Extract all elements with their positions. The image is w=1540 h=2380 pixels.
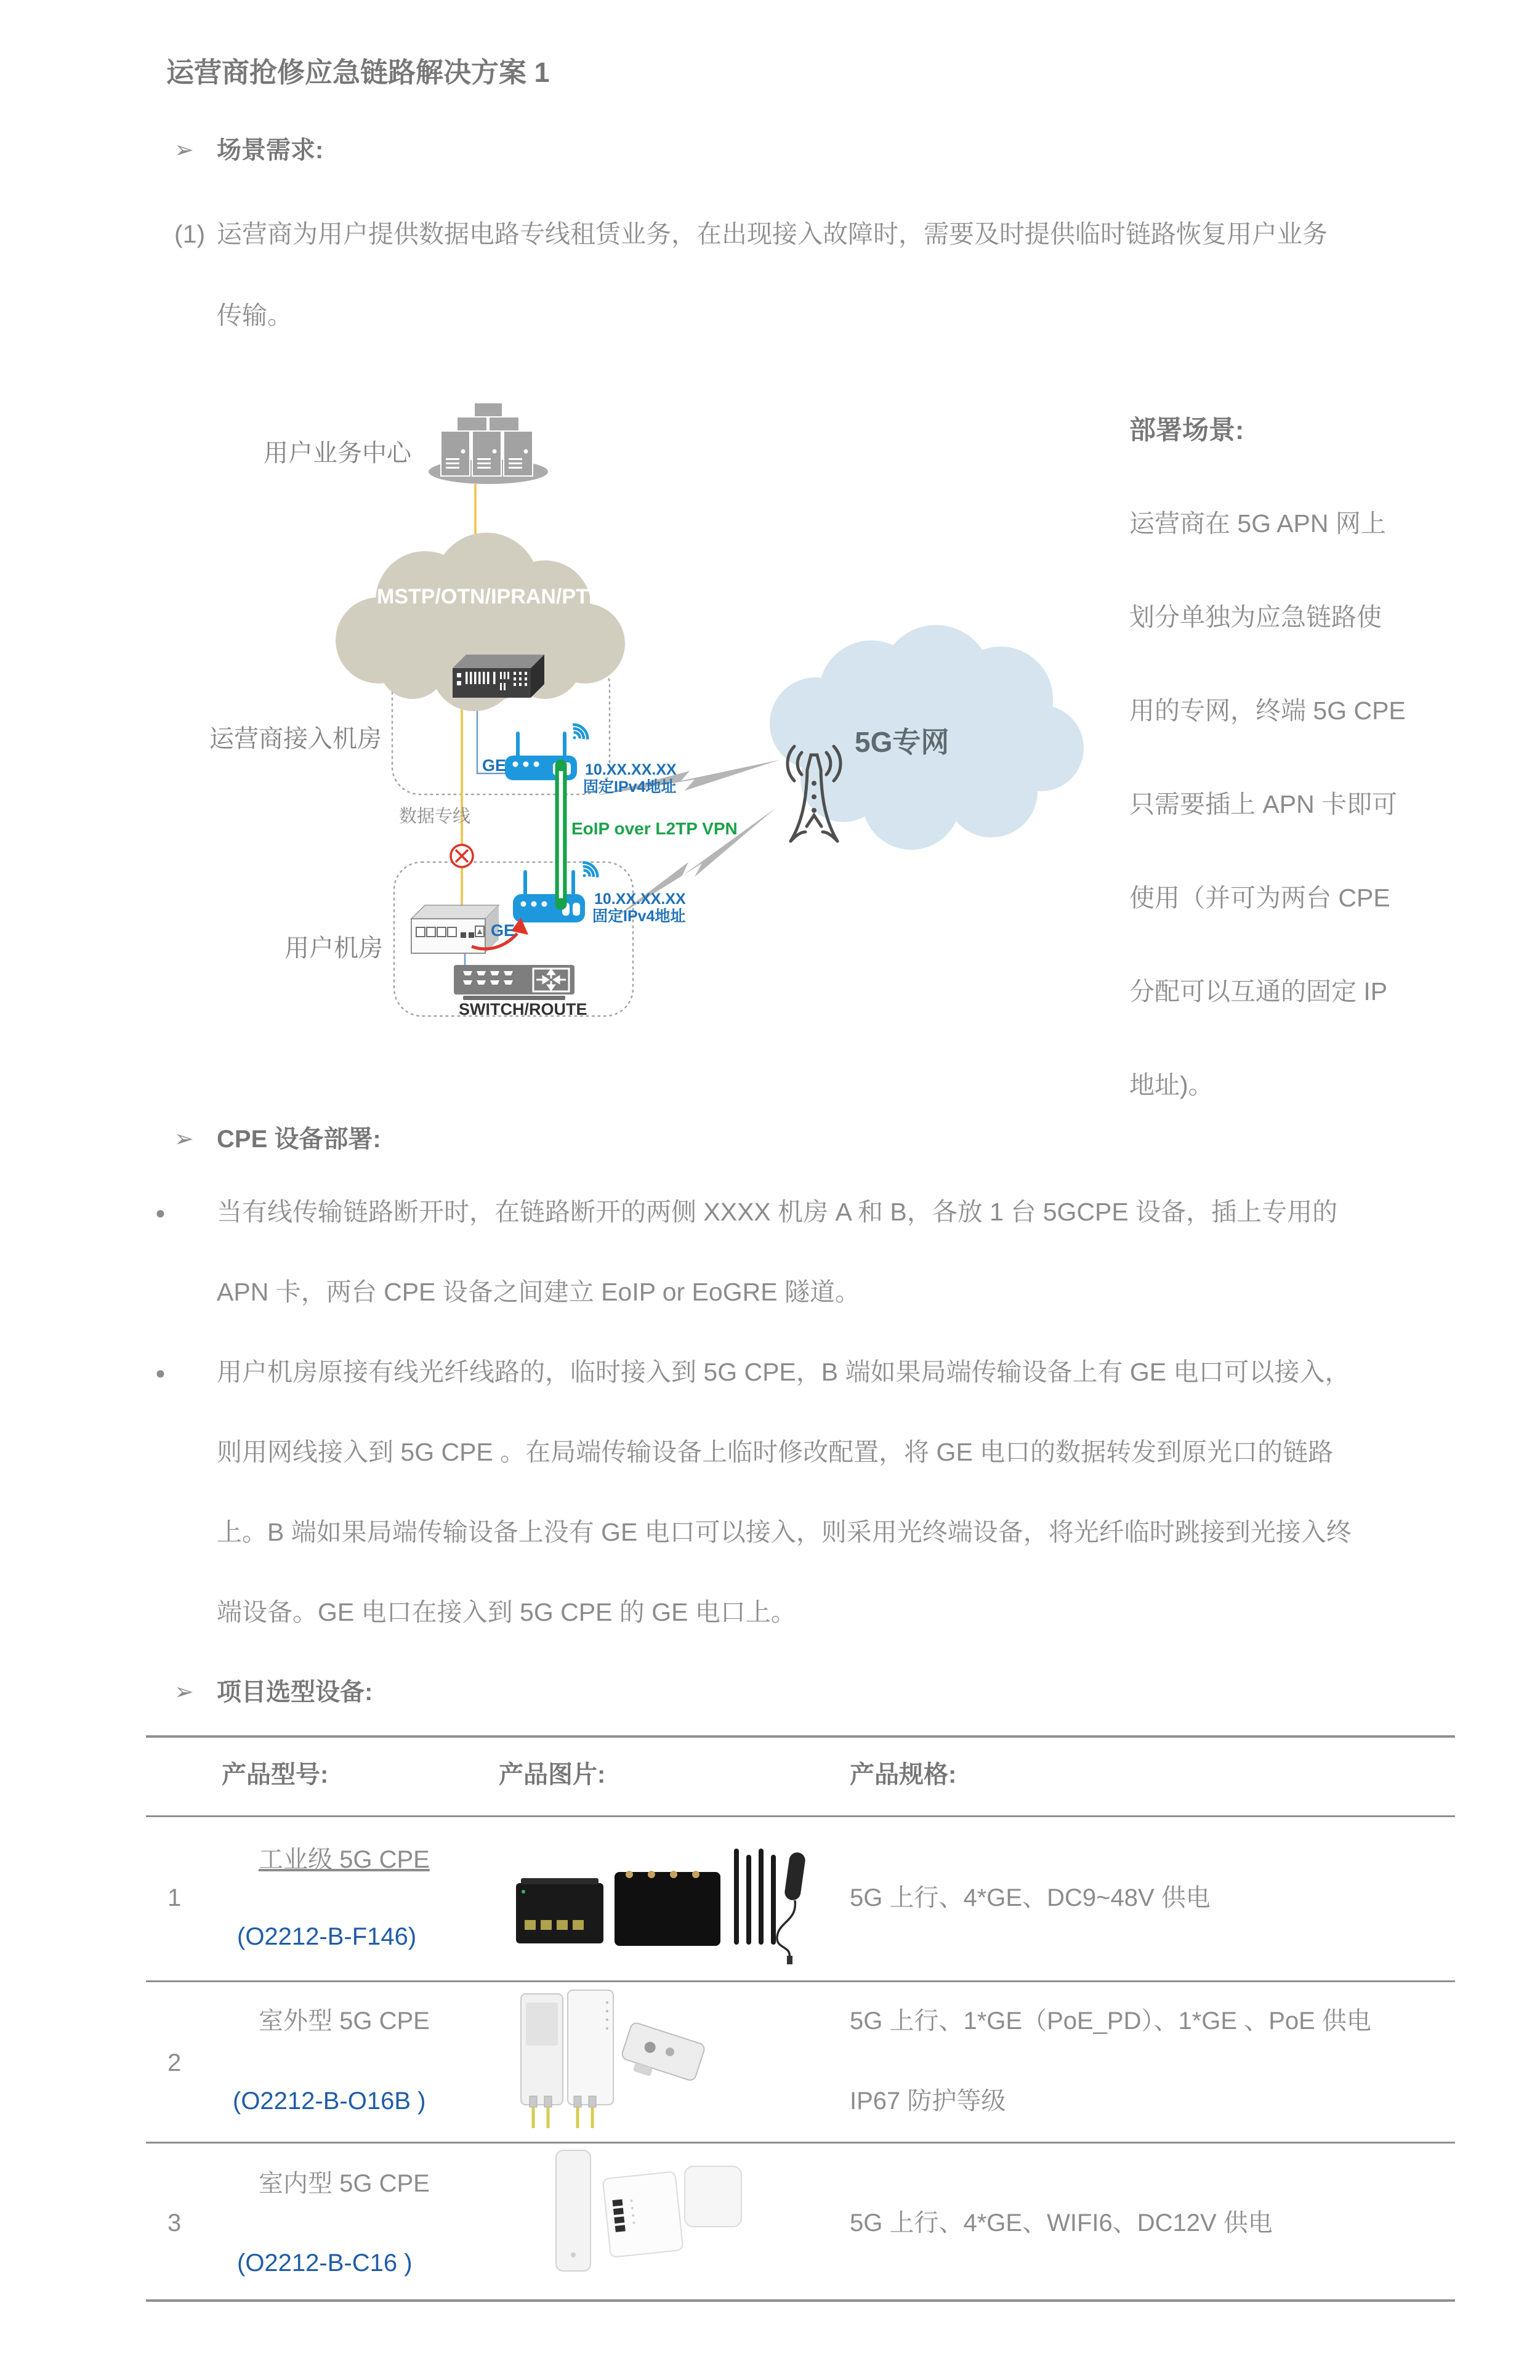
paragraph-line: 传输。 — [217, 301, 292, 329]
arrow-bullet-icon: ➢ — [174, 1126, 194, 1152]
table-border — [146, 1735, 1455, 1738]
deploy-line: 只需要插上 APN 卡即可 — [1129, 790, 1398, 818]
table-header-model: 产品型号: — [222, 1761, 329, 1788]
section-heading-cpe-deploy: CPE 设备部署: — [217, 1126, 381, 1153]
deploy-line: 运营商在 5G APN 网上 — [1129, 509, 1386, 538]
table-row-number: 3 — [167, 2209, 182, 2237]
product-spec: 5G 上行、4*GE、DC9~48V 供电 — [850, 1884, 1211, 1911]
deploy-line: 地址)。 — [1129, 1071, 1214, 1099]
product-spec: IP67 防护等级 — [850, 2088, 1006, 2115]
wifi-icon — [566, 721, 591, 746]
dot-bullet-icon: ● — [155, 1203, 166, 1222]
product-image-indoor-cpe — [556, 2150, 741, 2271]
product-model: (O2212-B-F146) — [237, 1923, 417, 1950]
tunnel-label: EoIP over L2TP VPN — [571, 819, 738, 838]
product-type: 室外型 5G CPE — [259, 2007, 430, 2035]
link-break-icon — [451, 845, 473, 867]
ge-port-label-b: GE — [491, 921, 515, 940]
user-room-label: 用户机房 — [284, 935, 383, 962]
transmission-device-a — [453, 655, 544, 698]
product-image-outdoor-cpe — [521, 1990, 706, 2128]
arrow-bullet-icon: ➢ — [174, 137, 194, 163]
section-heading-deploy: 部署场景: — [1129, 416, 1244, 445]
product-model: (O2212-B-O16B ) — [233, 2088, 426, 2115]
table-header-spec: 产品规格: — [850, 1761, 957, 1788]
bullet-line: APN 卡，两台 CPE 设备之间建立 EoIP or EoGRE 隧道。 — [217, 1278, 860, 1306]
product-image-industrial-cpe — [516, 1849, 806, 1964]
switch-route-icon — [454, 965, 574, 1000]
backbone-cloud-label: MSTP/OTN/IPRAN/PTN — [377, 585, 604, 608]
deploy-line: 分配可以互通的固定 IP — [1129, 977, 1388, 1006]
bullet-line: 端设备。GE 电口在接入到 5G CPE 的 GE 电口上。 — [217, 1598, 796, 1626]
cpe-b-ip-line2: 固定IPv4地址 — [592, 908, 686, 925]
wifi-icon — [576, 859, 600, 884]
bullet-line: 上。B 端如果局端传输设备上没有 GE 电口可以接入，则采用光终端设备，将光纤临时跳接到光接入终 — [217, 1518, 1352, 1546]
table-row-number: 1 — [167, 1884, 182, 1911]
product-model: (O2212-B-C16 ) — [237, 2249, 413, 2277]
transmission-device-b — [411, 905, 499, 953]
product-spec: 5G 上行、1*GE（PoE_PD）、1*GE 、PoE 供电 — [850, 2007, 1371, 2035]
cpe-router-a — [505, 721, 591, 780]
page-title: 运营商抢修应急链路解决方案 1 — [166, 57, 550, 88]
table-border — [146, 1815, 1455, 1817]
cpe-b-ip-line1: 10.XX.XX.XX — [594, 890, 686, 908]
server-cluster-icon — [429, 403, 548, 484]
deploy-line: 用的专网，终端 5G CPE — [1129, 696, 1406, 725]
switch-route-label: SWITCH/ROUTE — [459, 1000, 587, 1019]
arrow-bullet-icon: ➢ — [174, 1679, 194, 1705]
bullet-line: 则用网线接入到 5G CPE 。在局端传输设备上临时修改配置，将 GE 电口的数据转发到原光口的链路 — [217, 1438, 1334, 1466]
table-row-number: 2 — [167, 2049, 182, 2076]
table-header-image: 产品图片: — [499, 1761, 606, 1788]
bullet-line: 当有线传输链路断开时，在链路断开的两侧 XXXX 机房 A 和 B，各放 1 台 5GCPE 设备，插上专用的 — [217, 1198, 1338, 1226]
product-type: 室内型 5G CPE — [259, 2170, 430, 2197]
ge-port-label-a: GE — [482, 756, 507, 775]
table-border — [146, 1980, 1455, 1982]
deploy-line: 划分单独为应急链路使 — [1129, 603, 1382, 631]
section-heading-selection: 项目选型设备: — [217, 1679, 373, 1706]
dot-bullet-icon: ● — [155, 1363, 166, 1382]
user-center-label: 用户业务中心 — [264, 440, 411, 467]
data-line-label: 数据专线 — [399, 807, 471, 826]
paragraph-line: 运营商为用户提供数据电路专线租赁业务，在出现接入故障时，需要及时提供临时链路恢复用户业务 — [217, 220, 1328, 248]
eoip-tunnel — [555, 760, 567, 910]
section-heading-scene: 场景需求: — [217, 137, 324, 164]
product-spec: 5G 上行、4*GE、WIFI6、DC12V 供电 — [850, 2209, 1273, 2237]
table-border — [146, 2299, 1455, 2302]
g5-cloud-label: 5G专网 — [855, 726, 949, 758]
table-border — [146, 2142, 1455, 2144]
deploy-line: 使用（并可为两台 CPE — [1129, 884, 1390, 912]
bullet-line: 用户机房原接有线光纤线路的，临时接入到 5G CPE，B 端如果局端传输设备上有 GE 电口可以接入， — [217, 1358, 1350, 1386]
cpe-a-ip-line2: 固定IPv4地址 — [583, 778, 677, 796]
product-type: 工业级 5G CPE — [259, 1846, 430, 1873]
operator-room-label: 运营商接入机房 — [209, 725, 382, 752]
list-item-number: (1) — [174, 220, 206, 248]
cpe-a-ip-line1: 10.XX.XX.XX — [585, 761, 677, 778]
